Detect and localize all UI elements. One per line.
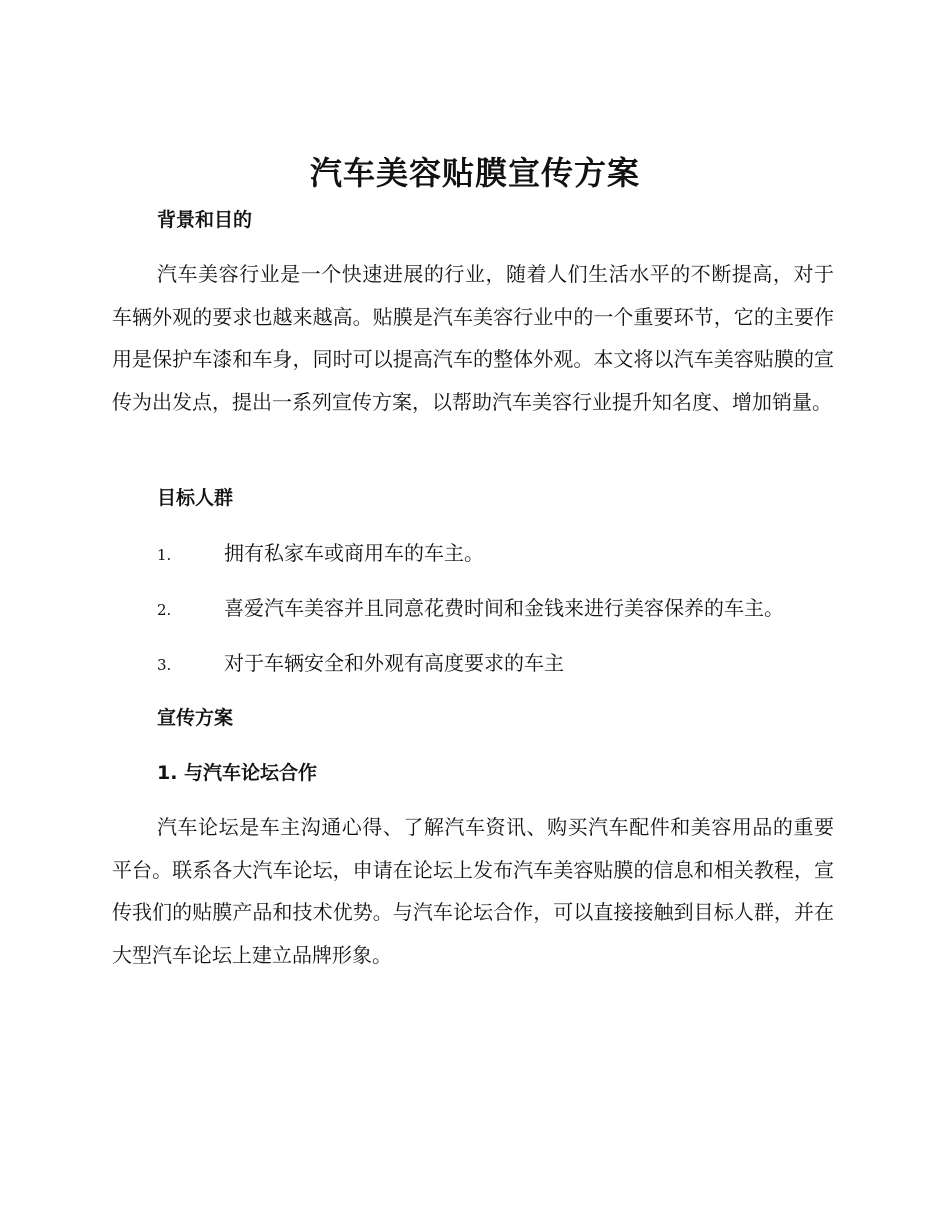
subsection-heading-forum: 1. 与汽车论坛合作 [157, 762, 318, 784]
section-heading-target: 目标人群 [157, 487, 234, 509]
list-item [157, 594, 847, 624]
list-item-number: 2. [157, 601, 172, 619]
list-item-number: 3. [157, 656, 172, 674]
list-item-text: 拥有私家车或商用车的车主。 [224, 541, 484, 565]
background-paragraph: 汽车美容行业是一个快速进展的行业，随着人们生活水平的不断提高，对于车辆外观的要求也越来越高。贴膜是汽车美容行业中的一个重要环节，它的主要作用是保护车漆和车身，同时可以提高汽车的整体外观。本文将以汽车美容贴膜的宣传为出发点，提出一系列宣传方案，以帮助汽车美容行业提升知名度、增加销量。 [112, 262, 834, 414]
list-item [157, 649, 847, 679]
plan-paragraph: 汽车论坛是车主沟通心得、了解汽车资讯、购买汽车配件和美容用品的重要平台。联系各大汽车论坛，申请在论坛上发布汽车美容贴膜的信息和相关教程，宣传我们的贴膜产品和技术优势。与汽车论坛合作，可以直接接触到目标人群，并在大型汽车论坛上建立品牌形象。 [112, 815, 834, 967]
section-heading-plan: 宣传方案 [157, 707, 234, 729]
section-heading-background: 背景和目的 [157, 209, 253, 231]
list-item [157, 539, 847, 569]
document-title: 汽车美容贴膜宣传方案 [309, 154, 640, 192]
list-item-text: 喜爱汽车美容并且同意花费时间和金钱来进行美容保养的车主。 [224, 596, 784, 620]
list-item-text: 对于车辆安全和外观有高度要求的车主 [224, 651, 564, 675]
list-item-number: 1. [157, 546, 172, 564]
